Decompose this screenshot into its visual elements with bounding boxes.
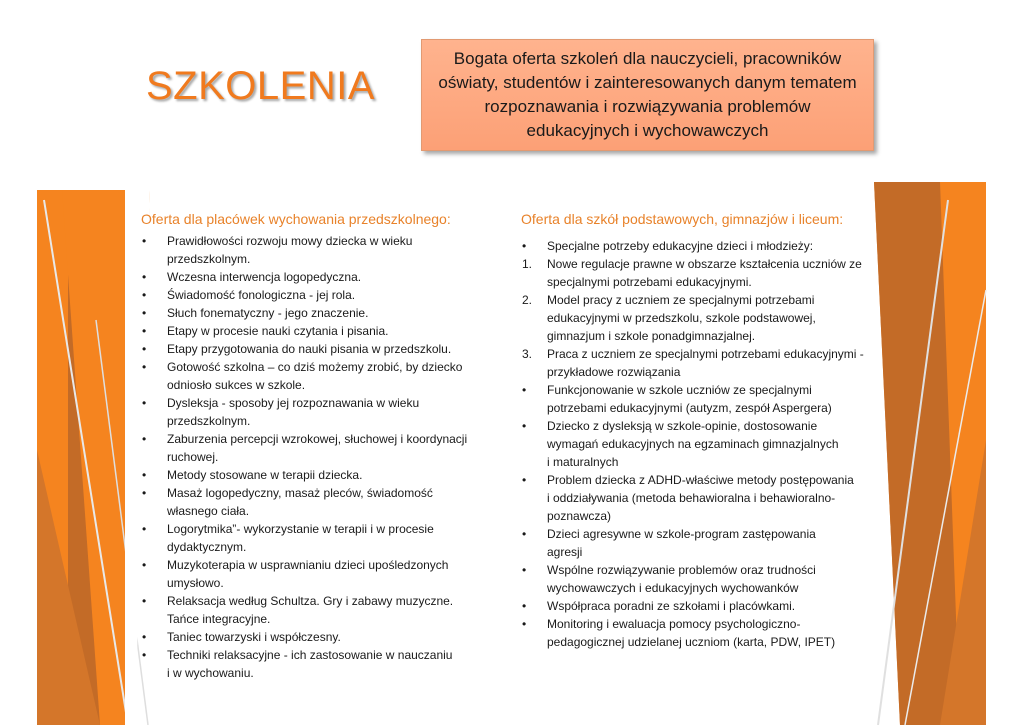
list-item-text: Taniec towarzyski i współczesny. bbox=[167, 630, 341, 644]
list-marker: • bbox=[142, 648, 147, 662]
list-marker: 3. bbox=[522, 347, 533, 361]
list-item-text: Model pracy z uczniem ze specjalnymi potrzebami edukacyjnymi w przedszkolu, szkole podstawowej, gimnazjum i szkole ponadgimnazjalnej. bbox=[547, 293, 816, 343]
page-title: SZKOLENIA bbox=[146, 64, 376, 108]
list-marker: • bbox=[142, 594, 147, 608]
list-item-text: Wczesna interwencja logopedyczna. bbox=[167, 270, 362, 284]
list-marker: • bbox=[142, 522, 147, 536]
list-marker: 1. bbox=[522, 257, 533, 271]
list-item-text: Praca z uczniem ze specjalnymi potrzebami edukacyjnymi - przykładowe rozwiązania bbox=[547, 347, 864, 379]
list-marker: • bbox=[522, 239, 527, 253]
list-item bbox=[522, 381, 872, 417]
list-marker: • bbox=[142, 468, 147, 482]
list-item-text: Specjalne potrzeby edukacyjne dzieci i młodzieży: bbox=[547, 239, 814, 253]
list-item bbox=[142, 520, 487, 556]
list-item-text: Relaksacja według Schultza. Gry i zabawy muzyczne. Tańce integracyjne. bbox=[167, 594, 454, 626]
list-item bbox=[142, 340, 487, 358]
list-marker: 2. bbox=[522, 293, 533, 307]
list-item bbox=[142, 322, 487, 340]
list-item bbox=[142, 394, 487, 430]
list-item bbox=[522, 255, 872, 291]
list-item bbox=[522, 615, 872, 651]
list-marker: • bbox=[142, 558, 147, 572]
list-item bbox=[142, 304, 487, 322]
list-item-text: Prawidłowości rozwoju mowy dziecka w wieku przedszkolnym. bbox=[167, 234, 413, 266]
list-marker: • bbox=[142, 342, 147, 356]
list-item bbox=[142, 430, 487, 466]
list-item-text: Funkcjonowanie w szkole uczniów ze specjalnymi potrzebami edukacyjnymi (autyzm, zespół Aspergera) bbox=[547, 383, 832, 415]
list-marker: • bbox=[142, 306, 147, 320]
list-item-text: Świadomość fonologiczna - jej rola. bbox=[167, 288, 356, 302]
list-item-text: Etapy przygotowania do nauki pisania w przedszkolu. bbox=[167, 342, 452, 356]
list-marker: • bbox=[522, 419, 527, 433]
list-item-text: Dziecko z dysleksją w szkole-opinie, dostosowanie wymagań edukacyjnych na egzaminach gimnazjalnych i maturalnych bbox=[547, 419, 839, 469]
list-item bbox=[522, 471, 872, 525]
list-item-text: Dzieci agresywne w szkole-program zastępowania agresji bbox=[547, 527, 816, 559]
list-item bbox=[522, 345, 872, 381]
list-item-text: Dysleksja - sposoby jej rozpoznawania w wieku przedszkolnym. bbox=[167, 396, 420, 428]
list-marker: • bbox=[142, 360, 147, 374]
list-item-text: Monitoring i ewaluacja pomocy psychologiczno- pedagogicznej udzielanej uczniom (karta, PDW, IPET) bbox=[547, 617, 836, 649]
list-item-text: Masaż logopedyczny, masaż pleców, świadomość własnego ciała. bbox=[167, 486, 433, 518]
list-item-text: Nowe regulacje prawne w obszarze kształcenia uczniów ze specjalnymi potrzebami edukacyjnymi. bbox=[547, 257, 862, 289]
list-item bbox=[522, 417, 872, 471]
list-marker: • bbox=[142, 270, 147, 284]
list-item-text: Gotowość szkolna – co dziś możemy zrobić, by dziecko odniosło sukces w szkole. bbox=[167, 360, 463, 392]
preschool-offer-list bbox=[142, 232, 487, 682]
list-item-text: Współpraca poradni ze szkołami i placówkami. bbox=[547, 599, 796, 613]
list-item bbox=[522, 291, 872, 345]
list-item bbox=[142, 268, 487, 286]
list-marker: • bbox=[142, 288, 147, 302]
list-item-text: Zaburzenia percepcji wzrokowej, słuchowej i koordynacji ruchowej. bbox=[167, 432, 468, 464]
list-item-text: Problem dziecka z ADHD-właściwe metody postępowania i oddziaływania (metoda behawioralna i behawioralno- poznawcza) bbox=[547, 473, 854, 523]
list-item bbox=[522, 525, 872, 561]
list-item bbox=[142, 646, 487, 682]
list-item bbox=[142, 286, 487, 304]
list-item-text: Wspólne rozwiązywanie problemów oraz trudności wychowawczych i edukacyjnych wychowanków bbox=[547, 563, 816, 595]
list-item bbox=[142, 358, 487, 394]
list-item bbox=[142, 628, 487, 646]
list-marker: • bbox=[522, 527, 527, 541]
list-item bbox=[142, 232, 487, 268]
list-item-text: Muzykoterapia w usprawnianiu dzieci upośledzonych umysłowo. bbox=[167, 558, 449, 590]
list-marker: • bbox=[142, 324, 147, 338]
list-marker: • bbox=[522, 383, 527, 397]
list-marker: • bbox=[142, 630, 147, 644]
list-item bbox=[142, 484, 487, 520]
list-item bbox=[142, 556, 487, 592]
list-item-text: Metody stosowane w terapii dziecka. bbox=[167, 468, 363, 482]
list-item-text: Techniki relaksacyjne - ich zastosowanie w nauczaniu i w wychowaniu. bbox=[167, 648, 453, 680]
list-item-text: Etapy w procesie nauki czytania i pisania. bbox=[167, 324, 389, 338]
list-item bbox=[522, 561, 872, 597]
offer-banner: Bogata oferta szkoleń dla nauczycieli, pracowników oświaty, studentów i zainteresowanych danym tematem rozpoznawania i rozwiązywania problemów edukacyjnych i wychowawczych bbox=[421, 39, 874, 151]
list-marker: • bbox=[142, 486, 147, 500]
list-item bbox=[142, 592, 487, 628]
list-item bbox=[522, 237, 872, 255]
list-marker: • bbox=[142, 432, 147, 446]
list-item bbox=[142, 466, 487, 484]
preschool-heading: Oferta dla placówek wychowania przedszkolnego: bbox=[141, 211, 451, 227]
list-marker: • bbox=[522, 473, 527, 487]
list-marker: • bbox=[142, 234, 147, 248]
list-marker: • bbox=[522, 563, 527, 577]
list-marker: • bbox=[522, 599, 527, 613]
schools-heading: Oferta dla szkół podstawowych, gimnazjów i liceum: bbox=[521, 211, 844, 227]
list-item bbox=[522, 597, 872, 615]
list-item-text: Logorytmika”- wykorzystanie w terapii i w procesie dydaktycznym. bbox=[167, 522, 434, 554]
list-marker: • bbox=[142, 396, 147, 410]
schools-offer-list bbox=[522, 237, 872, 651]
list-marker: • bbox=[522, 617, 527, 631]
list-item-text: Słuch fonematyczny - jego znaczenie. bbox=[167, 306, 369, 320]
